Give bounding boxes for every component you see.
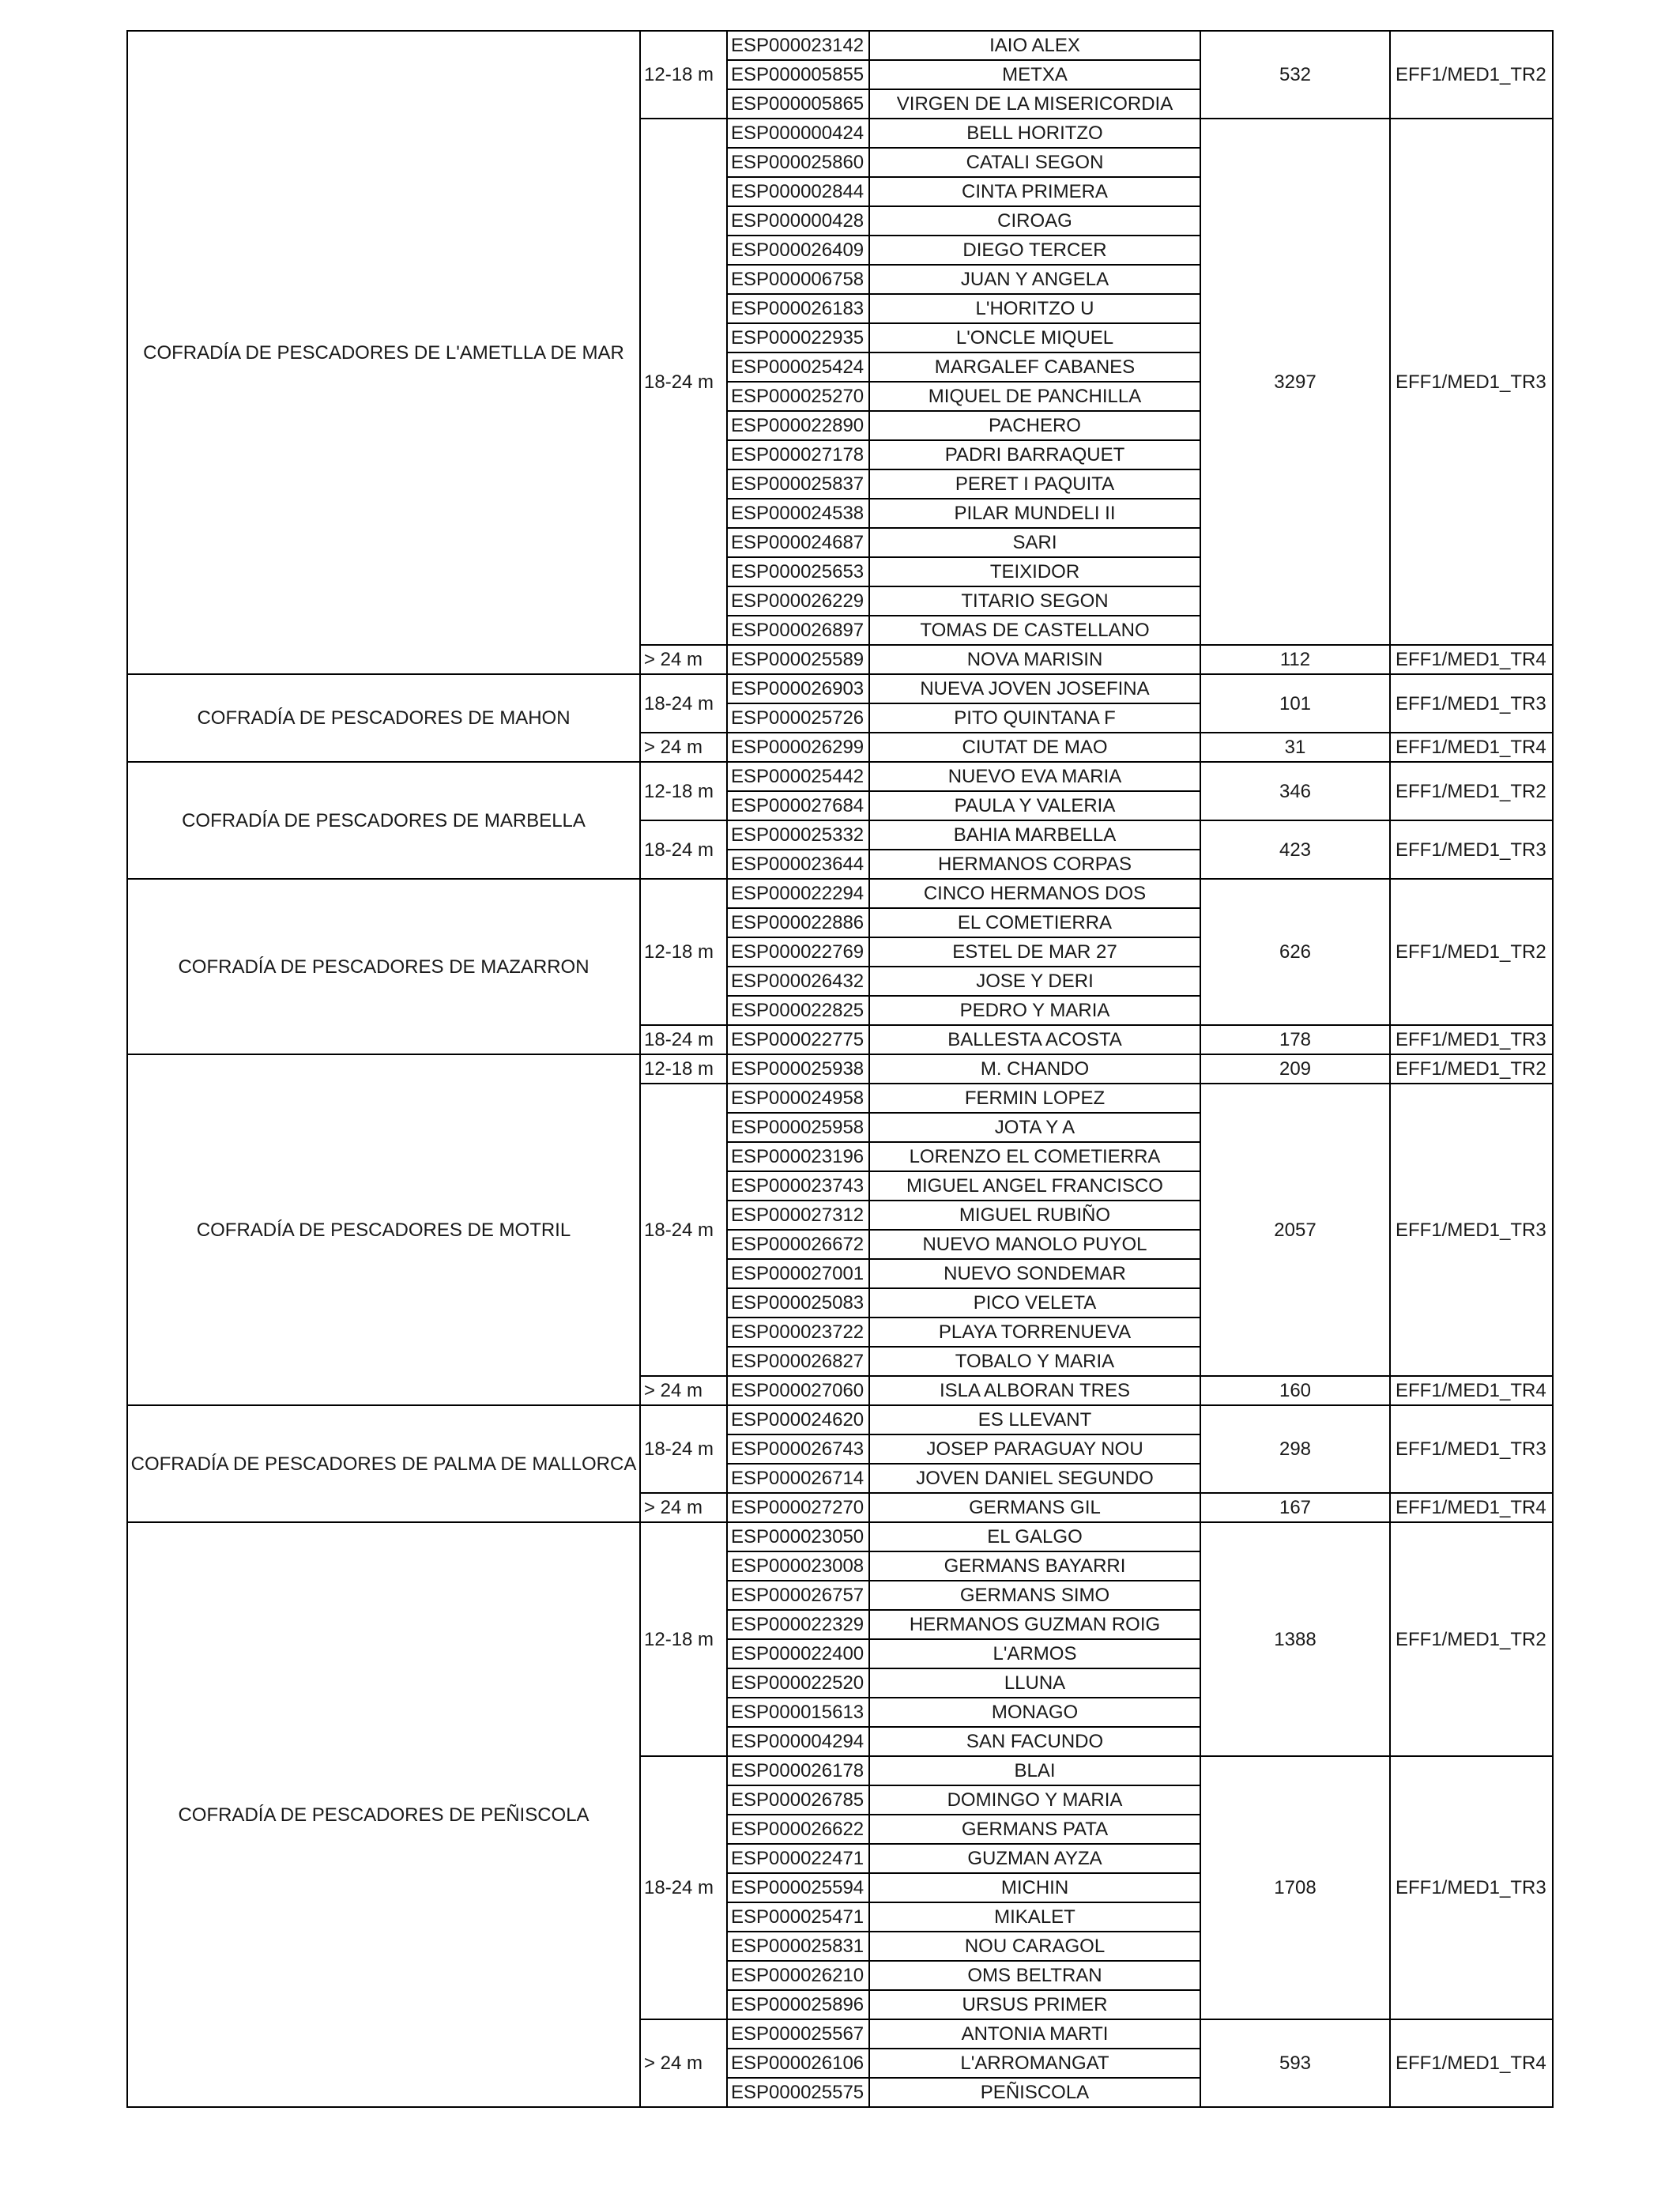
vessel-code: ESP000022825 xyxy=(727,996,869,1025)
vessel-code: ESP000022329 xyxy=(727,1610,869,1639)
vessel-code: ESP000022400 xyxy=(727,1639,869,1668)
vessel-name: GERMANS GIL xyxy=(869,1493,1200,1522)
vessel-name: PLAYA TORRENUEVA xyxy=(869,1318,1200,1347)
vessel-code: ESP000022886 xyxy=(727,908,869,937)
vessel-code: ESP000024620 xyxy=(727,1405,869,1434)
power-kw: 31 xyxy=(1200,733,1390,762)
vessel-code: ESP000023008 xyxy=(727,1551,869,1581)
vessel-code: ESP000026432 xyxy=(727,967,869,996)
vessel-code: ESP000027270 xyxy=(727,1493,869,1522)
vessel-name: JOVEN DANIEL SEGUNDO xyxy=(869,1464,1200,1493)
length-class: > 24 m xyxy=(640,733,727,762)
vessel-code: ESP000025424 xyxy=(727,352,869,382)
fleet-segment-code: EFF1/MED1_TR2 xyxy=(1390,31,1553,119)
vessel-code: ESP000000428 xyxy=(727,206,869,236)
vessel-code: ESP000026785 xyxy=(727,1785,869,1815)
vessel-code: ESP000026827 xyxy=(727,1347,869,1376)
vessel-name: DOMINGO Y MARIA xyxy=(869,1785,1200,1815)
vessel-name: BAHIA MARBELLA xyxy=(869,820,1200,850)
vessel-name: CINTA PRIMERA xyxy=(869,177,1200,206)
vessel-code: ESP000022890 xyxy=(727,411,869,440)
vessel-code: ESP000002844 xyxy=(727,177,869,206)
fleet-table xyxy=(126,30,1554,2108)
vessel-name: TOMAS DE CASTELLANO xyxy=(869,616,1200,645)
association-name: COFRADÍA DE PESCADORES DE PEÑISCOLA xyxy=(127,1522,640,2107)
vessel-name: L'HORITZO U xyxy=(869,294,1200,323)
vessel-name: CIUTAT DE MAO xyxy=(869,733,1200,762)
vessel-code: ESP000025589 xyxy=(727,645,869,674)
power-kw: 1708 xyxy=(1200,1756,1390,2019)
power-kw: 3297 xyxy=(1200,119,1390,645)
power-kw: 160 xyxy=(1200,1376,1390,1405)
power-kw: 167 xyxy=(1200,1493,1390,1522)
vessel-code: ESP000026897 xyxy=(727,616,869,645)
vessel-name: TOBALO Y MARIA xyxy=(869,1347,1200,1376)
vessel-code: ESP000025575 xyxy=(727,2078,869,2107)
vessel-name: SAN FACUNDO xyxy=(869,1727,1200,1756)
table-row xyxy=(127,1054,1553,1084)
length-class: > 24 m xyxy=(640,1493,727,1522)
vessel-name: L'ONCLE MIQUEL xyxy=(869,323,1200,352)
vessel-name: NUEVO SONDEMAR xyxy=(869,1259,1200,1288)
vessel-name: PAULA Y VALERIA xyxy=(869,791,1200,820)
vessel-code: ESP000026672 xyxy=(727,1230,869,1259)
length-class: 12-18 m xyxy=(640,31,727,119)
power-kw: 423 xyxy=(1200,820,1390,879)
fleet-segment-code: EFF1/MED1_TR4 xyxy=(1390,1493,1553,1522)
vessel-code: ESP000026183 xyxy=(727,294,869,323)
power-kw: 1388 xyxy=(1200,1522,1390,1756)
vessel-name: CATALI SEGON xyxy=(869,148,1200,177)
vessel-name: JUAN Y ANGELA xyxy=(869,265,1200,294)
vessel-code: ESP000026178 xyxy=(727,1756,869,1785)
vessel-name: TEIXIDOR xyxy=(869,557,1200,586)
vessel-name: PITO QUINTANA F xyxy=(869,703,1200,733)
vessel-code: ESP000022471 xyxy=(727,1844,869,1873)
fleet-segment-code: EFF1/MED1_TR4 xyxy=(1390,2019,1553,2107)
vessel-name: TITARIO SEGON xyxy=(869,586,1200,616)
vessel-code: ESP000026299 xyxy=(727,733,869,762)
vessel-code: ESP000015613 xyxy=(727,1698,869,1727)
vessel-code: ESP000027178 xyxy=(727,440,869,469)
vessel-name: MIQUEL DE PANCHILLA xyxy=(869,382,1200,411)
fleet-segment-code: EFF1/MED1_TR3 xyxy=(1390,119,1553,645)
fleet-segment-code: EFF1/MED1_TR3 xyxy=(1390,1405,1553,1493)
fleet-segment-code: EFF1/MED1_TR4 xyxy=(1390,733,1553,762)
vessel-name: JOTA Y A xyxy=(869,1113,1200,1142)
fleet-segment-code: EFF1/MED1_TR3 xyxy=(1390,1025,1553,1054)
association-name: COFRADÍA DE PESCADORES DE L'AMETLLA DE MAR xyxy=(127,31,640,674)
power-kw: 346 xyxy=(1200,762,1390,820)
vessel-name: PILAR MUNDELI II xyxy=(869,499,1200,528)
power-kw: 101 xyxy=(1200,674,1390,733)
vessel-code: ESP000027060 xyxy=(727,1376,869,1405)
vessel-name: MIGUEL ANGEL FRANCISCO xyxy=(869,1171,1200,1201)
power-kw: 532 xyxy=(1200,31,1390,119)
power-kw: 626 xyxy=(1200,879,1390,1025)
vessel-name: L'ARROMANGAT xyxy=(869,2049,1200,2078)
power-kw: 178 xyxy=(1200,1025,1390,1054)
association-name: COFRADÍA DE PESCADORES DE MAHON xyxy=(127,674,640,762)
table-row xyxy=(127,1522,1553,1551)
fleet-segment-code: EFF1/MED1_TR4 xyxy=(1390,1376,1553,1405)
length-class: 18-24 m xyxy=(640,1084,727,1376)
vessel-name: METXA xyxy=(869,60,1200,89)
power-kw: 593 xyxy=(1200,2019,1390,2107)
vessel-name: LLUNA xyxy=(869,1668,1200,1698)
vessel-code: ESP000023722 xyxy=(727,1318,869,1347)
vessel-code: ESP000026743 xyxy=(727,1434,869,1464)
vessel-code: ESP000022769 xyxy=(727,937,869,967)
vessel-code: ESP000026903 xyxy=(727,674,869,703)
association-name: COFRADÍA DE PESCADORES DE PALMA DE MALLORCA xyxy=(127,1405,640,1522)
vessel-code: ESP000023743 xyxy=(727,1171,869,1201)
fleet-segment-code: EFF1/MED1_TR3 xyxy=(1390,1756,1553,2019)
vessel-code: ESP000025958 xyxy=(727,1113,869,1142)
vessel-name: NUEVO EVA MARIA xyxy=(869,762,1200,791)
vessel-code: ESP000006758 xyxy=(727,265,869,294)
vessel-code: ESP000005865 xyxy=(727,89,869,119)
vessel-code: ESP000025896 xyxy=(727,1990,869,2019)
vessel-name: GERMANS BAYARRI xyxy=(869,1551,1200,1581)
vessel-name: LORENZO EL COMETIERRA xyxy=(869,1142,1200,1171)
vessel-code: ESP000023050 xyxy=(727,1522,869,1551)
association-name: COFRADÍA DE PESCADORES DE MOTRIL xyxy=(127,1054,640,1405)
fleet-segment-code: EFF1/MED1_TR2 xyxy=(1390,1522,1553,1756)
fleet-segment-code: EFF1/MED1_TR3 xyxy=(1390,820,1553,879)
vessel-code: ESP000004294 xyxy=(727,1727,869,1756)
table-row xyxy=(127,31,1553,60)
vessel-name: BLAI xyxy=(869,1756,1200,1785)
vessel-code: ESP000022775 xyxy=(727,1025,869,1054)
vessel-name: HERMANOS CORPAS xyxy=(869,850,1200,879)
vessel-name: GERMANS PATA xyxy=(869,1815,1200,1844)
vessel-code: ESP000024958 xyxy=(727,1084,869,1113)
vessel-name: PEÑISCOLA xyxy=(869,2078,1200,2107)
vessel-name: CIROAG xyxy=(869,206,1200,236)
power-kw: 209 xyxy=(1200,1054,1390,1084)
vessel-name: OMS BELTRAN xyxy=(869,1961,1200,1990)
vessel-code: ESP000026622 xyxy=(727,1815,869,1844)
power-kw: 112 xyxy=(1200,645,1390,674)
vessel-code: ESP000025567 xyxy=(727,2019,869,2049)
vessel-name: MARGALEF CABANES xyxy=(869,352,1200,382)
vessel-name: BALLESTA ACOSTA xyxy=(869,1025,1200,1054)
vessel-name: PACHERO xyxy=(869,411,1200,440)
vessel-name: MONAGO xyxy=(869,1698,1200,1727)
vessel-name: PEDRO Y MARIA xyxy=(869,996,1200,1025)
fleet-segment-code: EFF1/MED1_TR4 xyxy=(1390,645,1553,674)
length-class: 18-24 m xyxy=(640,1025,727,1054)
length-class: 12-18 m xyxy=(640,1522,727,1756)
fleet-segment-code: EFF1/MED1_TR2 xyxy=(1390,1054,1553,1084)
length-class: 18-24 m xyxy=(640,674,727,733)
vessel-name: BELL HORITZO xyxy=(869,119,1200,148)
vessel-code: ESP000025083 xyxy=(727,1288,869,1318)
vessel-code: ESP000025837 xyxy=(727,469,869,499)
vessel-name: M. CHANDO xyxy=(869,1054,1200,1084)
vessel-name: EL GALGO xyxy=(869,1522,1200,1551)
length-class: 18-24 m xyxy=(640,1405,727,1493)
vessel-name: ES LLEVANT xyxy=(869,1405,1200,1434)
vessel-code: ESP000026409 xyxy=(727,236,869,265)
length-class: 12-18 m xyxy=(640,1054,727,1084)
table-row xyxy=(127,1405,1553,1434)
vessel-name: PADRI BARRAQUET xyxy=(869,440,1200,469)
fleet-segment-code: EFF1/MED1_TR3 xyxy=(1390,1084,1553,1376)
vessel-code: ESP000025270 xyxy=(727,382,869,411)
vessel-name: SARI xyxy=(869,528,1200,557)
vessel-code: ESP000023644 xyxy=(727,850,869,879)
association-name: COFRADÍA DE PESCADORES DE MARBELLA xyxy=(127,762,640,879)
length-class: 12-18 m xyxy=(640,762,727,820)
vessel-name: MIKALET xyxy=(869,1902,1200,1932)
vessel-name: PERET I PAQUITA xyxy=(869,469,1200,499)
length-class: 18-24 m xyxy=(640,1756,727,2019)
vessel-name: URSUS PRIMER xyxy=(869,1990,1200,2019)
vessel-code: ESP000026229 xyxy=(727,586,869,616)
vessel-code: ESP000026714 xyxy=(727,1464,869,1493)
vessel-code: ESP000025442 xyxy=(727,762,869,791)
vessel-code: ESP000022935 xyxy=(727,323,869,352)
vessel-name: MICHIN xyxy=(869,1873,1200,1902)
vessel-code: ESP000027001 xyxy=(727,1259,869,1288)
vessel-code: ESP000023196 xyxy=(727,1142,869,1171)
vessel-name: ANTONIA MARTI xyxy=(869,2019,1200,2049)
power-kw: 298 xyxy=(1200,1405,1390,1493)
vessel-code: ESP000025831 xyxy=(727,1932,869,1961)
table-row xyxy=(127,879,1553,908)
length-class: 12-18 m xyxy=(640,879,727,1025)
vessel-code: ESP000025471 xyxy=(727,1902,869,1932)
power-kw: 2057 xyxy=(1200,1084,1390,1376)
vessel-code: ESP000025860 xyxy=(727,148,869,177)
vessel-name: PICO VELETA xyxy=(869,1288,1200,1318)
fleet-table-body xyxy=(127,31,1553,2107)
vessel-name: DIEGO TERCER xyxy=(869,236,1200,265)
vessel-code: ESP000022294 xyxy=(727,879,869,908)
length-class: > 24 m xyxy=(640,1376,727,1405)
vessel-name: GERMANS SIMO xyxy=(869,1581,1200,1610)
vessel-code: ESP000025938 xyxy=(727,1054,869,1084)
vessel-name: EL COMETIERRA xyxy=(869,908,1200,937)
table-row xyxy=(127,762,1553,791)
vessel-name: HERMANOS GUZMAN ROIG xyxy=(869,1610,1200,1639)
table-row xyxy=(127,674,1553,703)
vessel-code: ESP000025726 xyxy=(727,703,869,733)
vessel-code: ESP000023142 xyxy=(727,31,869,60)
vessel-name: ESTEL DE MAR 27 xyxy=(869,937,1200,967)
vessel-name: NUEVA JOVEN JOSEFINA xyxy=(869,674,1200,703)
vessel-name: IAIO ALEX xyxy=(869,31,1200,60)
vessel-code: ESP000025594 xyxy=(727,1873,869,1902)
fleet-segment-code: EFF1/MED1_TR2 xyxy=(1390,879,1553,1025)
length-class: > 24 m xyxy=(640,2019,727,2107)
vessel-code: ESP000026210 xyxy=(727,1961,869,1990)
vessel-name: MIGUEL RUBIÑO xyxy=(869,1201,1200,1230)
vessel-name: VIRGEN DE LA MISERICORDIA xyxy=(869,89,1200,119)
length-class: > 24 m xyxy=(640,645,727,674)
vessel-name: CINCO HERMANOS DOS xyxy=(869,879,1200,908)
vessel-code: ESP000027312 xyxy=(727,1201,869,1230)
association-name: COFRADÍA DE PESCADORES DE MAZARRON xyxy=(127,879,640,1054)
vessel-code: ESP000025332 xyxy=(727,820,869,850)
vessel-name: FERMIN LOPEZ xyxy=(869,1084,1200,1113)
document-page xyxy=(126,30,1554,2108)
fleet-segment-code: EFF1/MED1_TR2 xyxy=(1390,762,1553,820)
fleet-segment-code: EFF1/MED1_TR3 xyxy=(1390,674,1553,733)
vessel-name: ISLA ALBORAN TRES xyxy=(869,1376,1200,1405)
vessel-code: ESP000005855 xyxy=(727,60,869,89)
length-class: 18-24 m xyxy=(640,119,727,645)
vessel-name: GUZMAN AYZA xyxy=(869,1844,1200,1873)
vessel-code: ESP000024687 xyxy=(727,528,869,557)
vessel-code: ESP000025653 xyxy=(727,557,869,586)
vessel-code: ESP000027684 xyxy=(727,791,869,820)
vessel-name: NOVA MARISIN xyxy=(869,645,1200,674)
vessel-name: NOU CARAGOL xyxy=(869,1932,1200,1961)
vessel-code: ESP000026757 xyxy=(727,1581,869,1610)
vessel-name: NUEVO MANOLO PUYOL xyxy=(869,1230,1200,1259)
vessel-code: ESP000024538 xyxy=(727,499,869,528)
vessel-code: ESP000000424 xyxy=(727,119,869,148)
vessel-code: ESP000022520 xyxy=(727,1668,869,1698)
vessel-code: ESP000026106 xyxy=(727,2049,869,2078)
length-class: 18-24 m xyxy=(640,820,727,879)
vessel-name: L'ARMOS xyxy=(869,1639,1200,1668)
vessel-name: JOSEP PARAGUAY NOU xyxy=(869,1434,1200,1464)
vessel-name: JOSE Y DERI xyxy=(869,967,1200,996)
